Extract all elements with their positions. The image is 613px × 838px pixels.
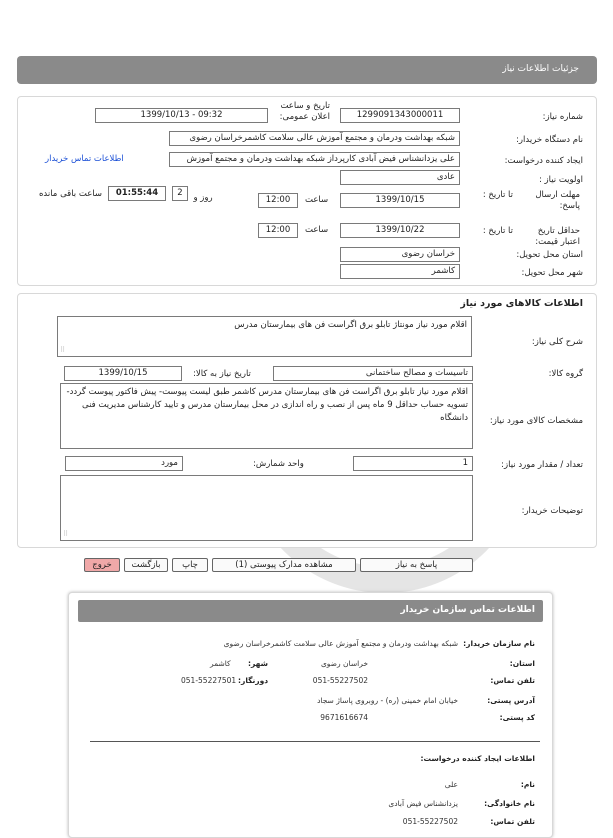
validity-date-field: 1399/10/22 xyxy=(340,223,460,238)
creator-phone-value: 051-55227502 xyxy=(402,817,458,826)
validity-until-label: تا تاریخ : xyxy=(482,226,513,236)
exit-button[interactable]: خروج xyxy=(84,558,120,572)
delivery-city-label: شهر محل تحویل: xyxy=(521,268,583,278)
resize-grip-icon: ⠿ xyxy=(60,346,66,354)
need-date-field: 1399/10/15 xyxy=(64,366,182,381)
creator-family-value: یزدانشناس فیض آبادی xyxy=(388,799,458,808)
announce-date-label: تاریخ و ساعت اعلان عمومی: xyxy=(279,101,330,122)
creator-name-value: علی xyxy=(444,780,458,789)
deadline-date-field: 1399/10/15 xyxy=(340,193,460,208)
contact-org-value: شبکه بهداشت ودرمان و مجتمع آموزش عالی سلامت کاشمرخراسان رضوی xyxy=(223,639,458,648)
contact-fax-value: 051-55227501 xyxy=(181,676,237,685)
deadline-time-field: 12:00 xyxy=(258,193,298,208)
quantity-field: 1 xyxy=(353,456,473,471)
need-number-label: شماره نیاز: xyxy=(542,112,583,122)
goods-group-label: گروه کالا: xyxy=(548,369,583,379)
validity-time-field: 12:00 xyxy=(258,223,298,238)
priority-field: عادی xyxy=(340,170,460,185)
delivery-province-label: استان محل تحویل: xyxy=(516,250,583,260)
remaining-time-field: 01:55:44 xyxy=(108,186,166,201)
contact-province-value: خراسان رضوی xyxy=(320,659,368,668)
delivery-city-field: کاشمر xyxy=(340,264,460,279)
spec-field: اقلام مورد نیاز تابلو برق اگراست فن های بیمارستان مدرس کاشمر طبق لیست پیوست- پیش فاکتور پیوست گردد-تسویه حساب حداقل 9 ماه پس از نصب و راه اندازی در محل بیمارستان مدرس و تایید کارشناس مدیریت فنی دانشگاه xyxy=(60,383,473,449)
general-desc-field: اقلام مورد نیاز مونتاژ تابلو برق اگراست فن های بیمارستان مدرس xyxy=(57,316,472,357)
unit-field: مورد xyxy=(65,456,183,471)
buyer-contact-link[interactable]: اطلاعات تماس خریدار xyxy=(45,154,124,164)
contact-org-label: نام سازمان خریدار: xyxy=(463,639,535,648)
priority-label: اولویت نیاز : xyxy=(538,175,583,185)
page-title: جزئیات اطلاعات نیاز xyxy=(502,64,579,74)
contact-divider xyxy=(90,741,540,742)
creator-label: ایجاد کننده درخواست: xyxy=(504,156,583,166)
print-button[interactable]: چاپ xyxy=(172,558,208,572)
creator-phone-label: تلفن تماس: xyxy=(490,817,535,826)
need-date-label: تاریخ نیاز به کالا: xyxy=(193,369,251,379)
resize-grip-icon: ⠿ xyxy=(63,530,69,538)
creator-family-label: نام خانوادگی: xyxy=(484,799,535,808)
creator-field: علی یزدانشناس فیض آبادی کارپرداز شبکه بهداشت ودرمان و مجتمع آموزش xyxy=(169,152,460,167)
page-header xyxy=(17,56,597,84)
deadline-until-label: تا تاریخ : xyxy=(482,190,513,200)
back-button[interactable]: بازگشت xyxy=(124,558,168,572)
announce-date-field: 1399/10/13 - 09:32 xyxy=(95,108,268,123)
remaining-days-label: روز و xyxy=(193,193,213,203)
contact-city-value: کاشمر xyxy=(210,659,231,668)
contact-postal-label: کد پستی: xyxy=(499,713,535,722)
creator-name-label: نام: xyxy=(520,780,535,789)
min-validity-label: حداقل تاریخ اعتبار قیمت: xyxy=(535,226,580,247)
delivery-province-field: خراسان رضوی xyxy=(340,247,460,262)
buyer-notes-label: توضیحات خریدار: xyxy=(521,506,583,516)
contact-address-value: خیابان امام خمینی (ره) - روبروی پاساژ سجاد xyxy=(317,696,458,705)
goods-group-field: تاسیسات و مصالح ساختمانی xyxy=(273,366,473,381)
buyer-notes-field xyxy=(60,475,473,541)
buyer-label: نام دستگاه خریدار: xyxy=(516,135,583,145)
remaining-days-field: 2 xyxy=(172,186,188,201)
contact-fax-label: دورنگار: xyxy=(238,676,269,685)
contact-address-label: آدرس پستی: xyxy=(487,696,535,705)
contact-province-label: استان: xyxy=(509,659,535,668)
contact-phone-label: تلفن تماس: xyxy=(490,676,535,685)
reply-button[interactable]: پاسخ به نیاز xyxy=(360,558,473,572)
contact-title: اطلاعات تماس سازمان خریدار xyxy=(400,605,535,615)
attachments-button[interactable]: مشاهده مدارک پیوستی (1) xyxy=(212,558,356,572)
contact-panel xyxy=(68,592,553,838)
deadline-time-label: ساعت xyxy=(305,195,329,205)
contact-phone-value: 051-55227502 xyxy=(312,676,368,685)
spec-label: مشخصات کالای مورد نیاز: xyxy=(489,416,583,426)
deadline-label: مهلت ارسال پاسخ: xyxy=(535,190,580,211)
general-desc-label: شرح کلی نیاز: xyxy=(531,337,583,347)
contact-postal-value: 9671616674 xyxy=(320,713,368,722)
contact-city-label: شهر: xyxy=(248,659,268,668)
validity-time-label: ساعت xyxy=(305,225,329,235)
quantity-label: تعداد / مقدار مورد نیاز: xyxy=(501,460,583,470)
buyer-field: شبکه بهداشت ودرمان و مجتمع آموزش عالی سلامت کاشمرخراسان رضوی xyxy=(169,131,460,146)
creator-info-title: اطلاعات ایجاد کننده درخواست: xyxy=(420,754,535,763)
unit-label: واحد شمارش: xyxy=(253,459,304,469)
need-number-field: 1299091343000011 xyxy=(340,108,460,123)
goods-section-title: اطلاعات کالاهای مورد نیاز xyxy=(460,298,583,309)
remaining-hours-label: ساعت باقی مانده xyxy=(38,189,102,199)
